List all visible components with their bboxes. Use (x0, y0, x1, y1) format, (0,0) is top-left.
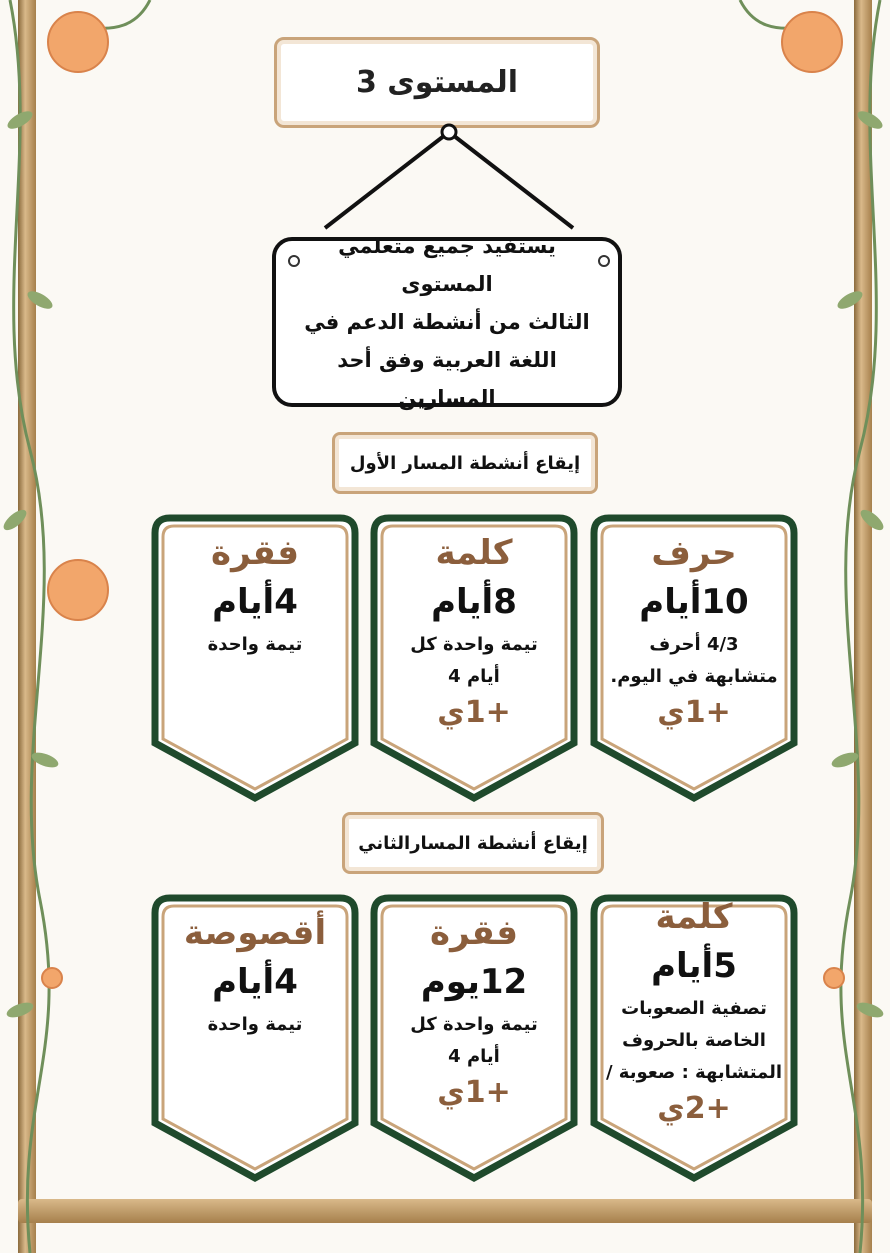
card-duration: 10أيام (639, 582, 749, 622)
card-bonus: +1ي (437, 695, 511, 730)
card-duration: 4أيام (212, 962, 298, 1002)
path2-card-3 (150, 893, 360, 1183)
path2-card-2 (369, 893, 579, 1183)
card-title: كلمة (655, 897, 733, 937)
card-bonus: +1ي (657, 695, 731, 730)
card-description: تصفية الصعوبات الخاصة بالحروف المتشابهة : صعوبة / (605, 998, 783, 1083)
path1-label: إيقاع أنشطة المسار الأول (349, 452, 581, 474)
card-description: تيمة واحدة (207, 1014, 303, 1035)
intro-box (272, 234, 622, 410)
corner-dot (598, 255, 610, 267)
card-description: 4/3 أحرف متشابهة في اليوم. (610, 634, 778, 687)
card-title: فقرة (430, 913, 518, 953)
card-title: فقرة (211, 533, 299, 573)
card-description: تيمة واحدة كل أيام 4 (410, 634, 538, 687)
path1-label-box (332, 432, 598, 494)
card-duration: 5أيام (651, 946, 737, 986)
path2-card-1 (589, 893, 799, 1183)
card-duration: 12يوم (420, 962, 528, 1002)
card-title: كلمة (435, 533, 513, 573)
card-title: أقصوصة (183, 913, 327, 953)
card-duration: 4أيام (212, 582, 298, 622)
path1-card-2 (369, 513, 579, 803)
card-description: تيمة واحدة كل أيام 4 (410, 1014, 538, 1067)
path1-card-1 (589, 513, 799, 803)
card-bonus: +1ي (437, 1075, 511, 1110)
card-bonus: +2ي (657, 1091, 731, 1126)
intro-text: يستفيد جميع متعلمي المستوى الثالث من أنشطة الدعم في اللغة العربية وفق أحد المسارين (304, 234, 590, 410)
card-title: حرف (651, 533, 737, 573)
level-title: المستوى 3 (355, 65, 519, 100)
path1-card-3 (150, 513, 360, 803)
card-description: تيمة واحدة (207, 634, 303, 655)
path2-label-box (342, 812, 604, 874)
path2-label: إيقاع أنشطة المسارالثاني (358, 832, 588, 854)
corner-dot (288, 255, 300, 267)
card-duration: 8أيام (431, 582, 517, 622)
